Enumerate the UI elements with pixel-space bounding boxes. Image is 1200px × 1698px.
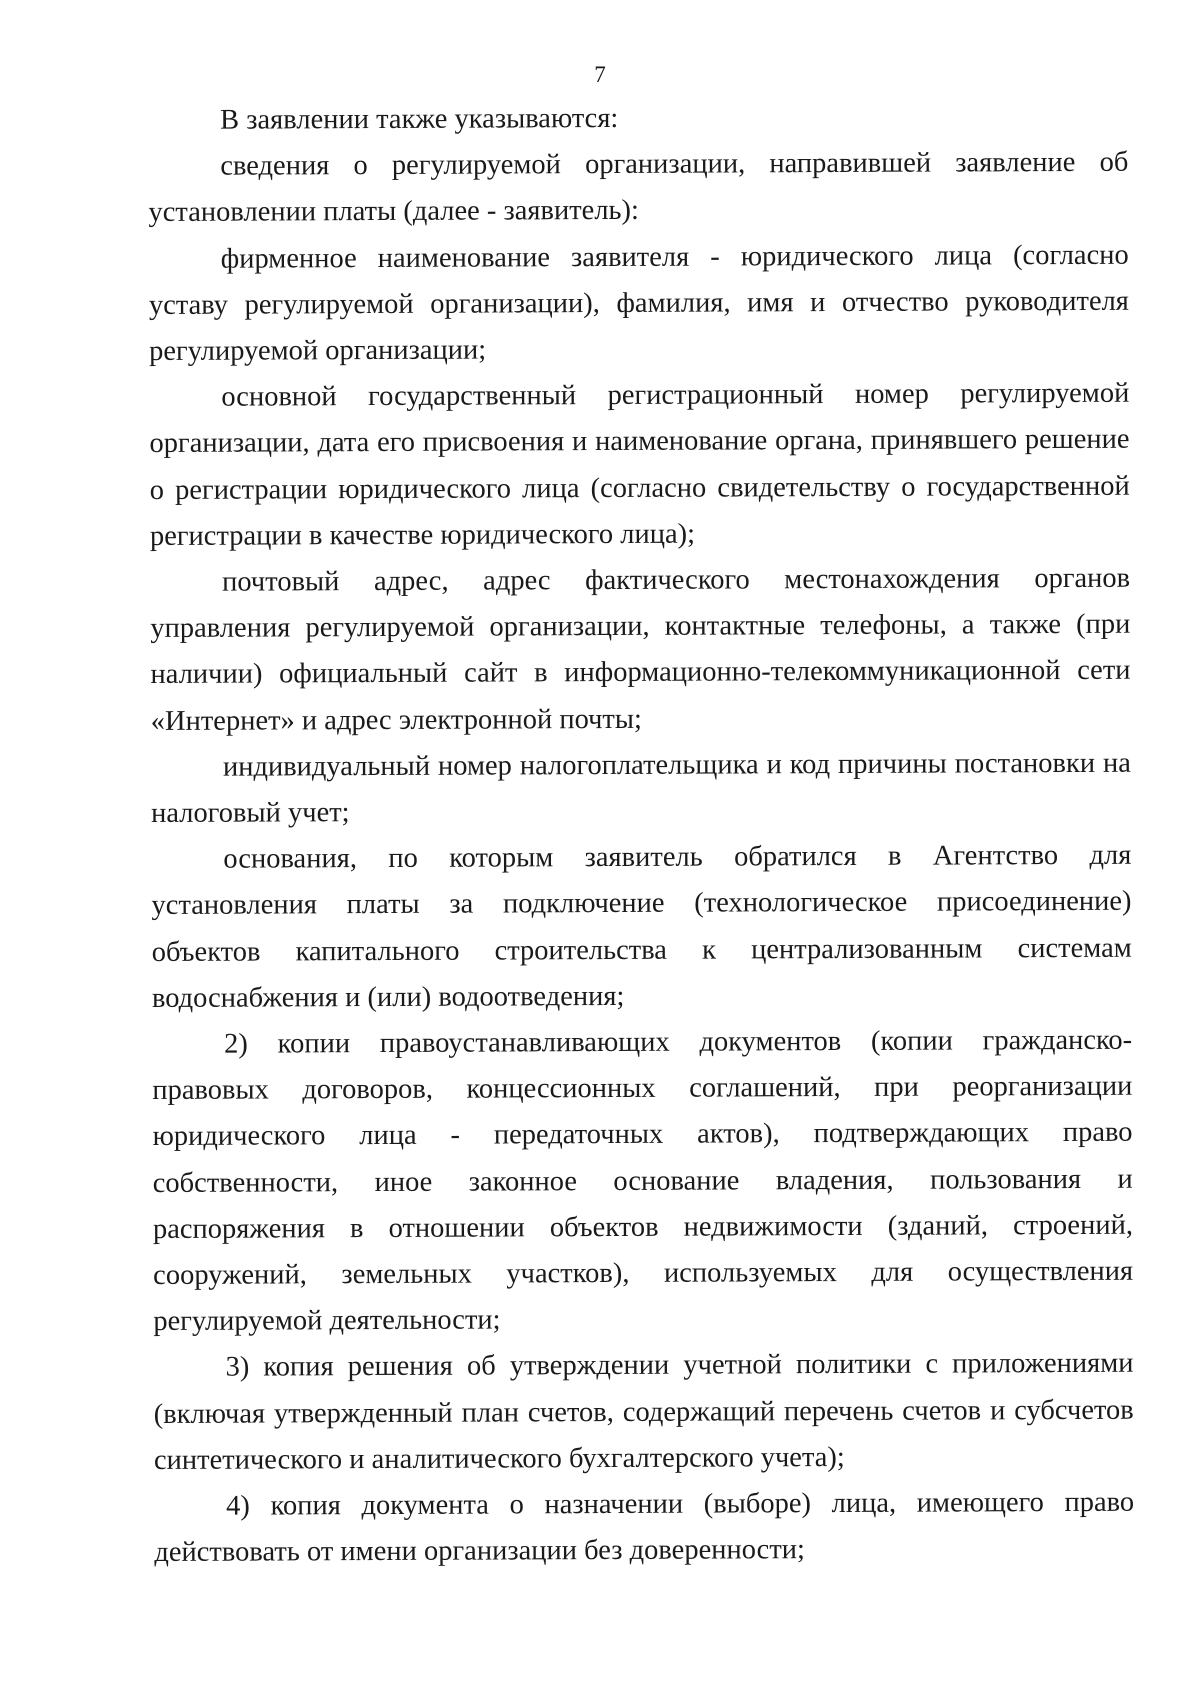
paragraph-intro: В заявлении также указываются: <box>220 102 619 136</box>
page-number: 7 <box>594 62 606 87</box>
paragraph-registration-number: основной государственный регистрационный номер регулируемой организации, дата его присвоения и наименование органа, принявшего решение о регистрации юридического лица (согласно свидетельству о государственной регистрации в качестве юридического лица); <box>149 377 1130 552</box>
paragraph-tax-number: индивидуальный номер налогоплательщика и код причины постановки на налоговый учет; <box>151 747 1131 830</box>
paragraph-company-name: фирменное наименование заявителя - юридического лица (согласно уставу регулируемой организации), фамилия, имя и отчество руководителя регулируемой организации; <box>148 239 1129 368</box>
list-item-4: 4) копия документа о назначении (выборе) лица, имеющего право действовать от имени организации без доверенности; <box>154 1486 1135 1569</box>
list-item-3: 3) копия решения об утверждении учетной политики с приложениями (включая утвержденный план счетов, содержащий перечень счетов и субсчетов синтетического и аналитического бухгалтерского учета); <box>153 1348 1134 1476</box>
document-body <box>148 94 1134 1577</box>
list-item-2: 2) копии правоустанавливающих документов (копии гражданско-правовых договоров, концессионных соглашений, при реорганизации юридического лица - передаточных актов), подтверждающих право собственности, иное законное основание владения, пользования и распоряжения в отношении объектов недвижимости (зданий, строений, сооружений, земельных участков), используемых для осуществления регулируемой деятельности; <box>152 1024 1134 1338</box>
paragraph-applicant-info: сведения о регулируемой организации, направившей заявление об установлении платы (далее - заявитель): <box>148 146 1129 229</box>
paragraph-grounds: основания, по которым заявитель обратился в Агентство для установления платы за подключение (технологическое присоединение) объектов капитального строительства к централизованным системам водоснабжения и (или) водоотведения; <box>151 839 1132 1014</box>
paragraph-addresses: почтовый адрес, адрес фактического местонахождения органов управления регулируемой организации, контактные телефоны, а также (при наличии) официальный сайт в информационно-телекоммуникационной сети «Интернет» и адрес электронной почты; <box>150 562 1131 737</box>
